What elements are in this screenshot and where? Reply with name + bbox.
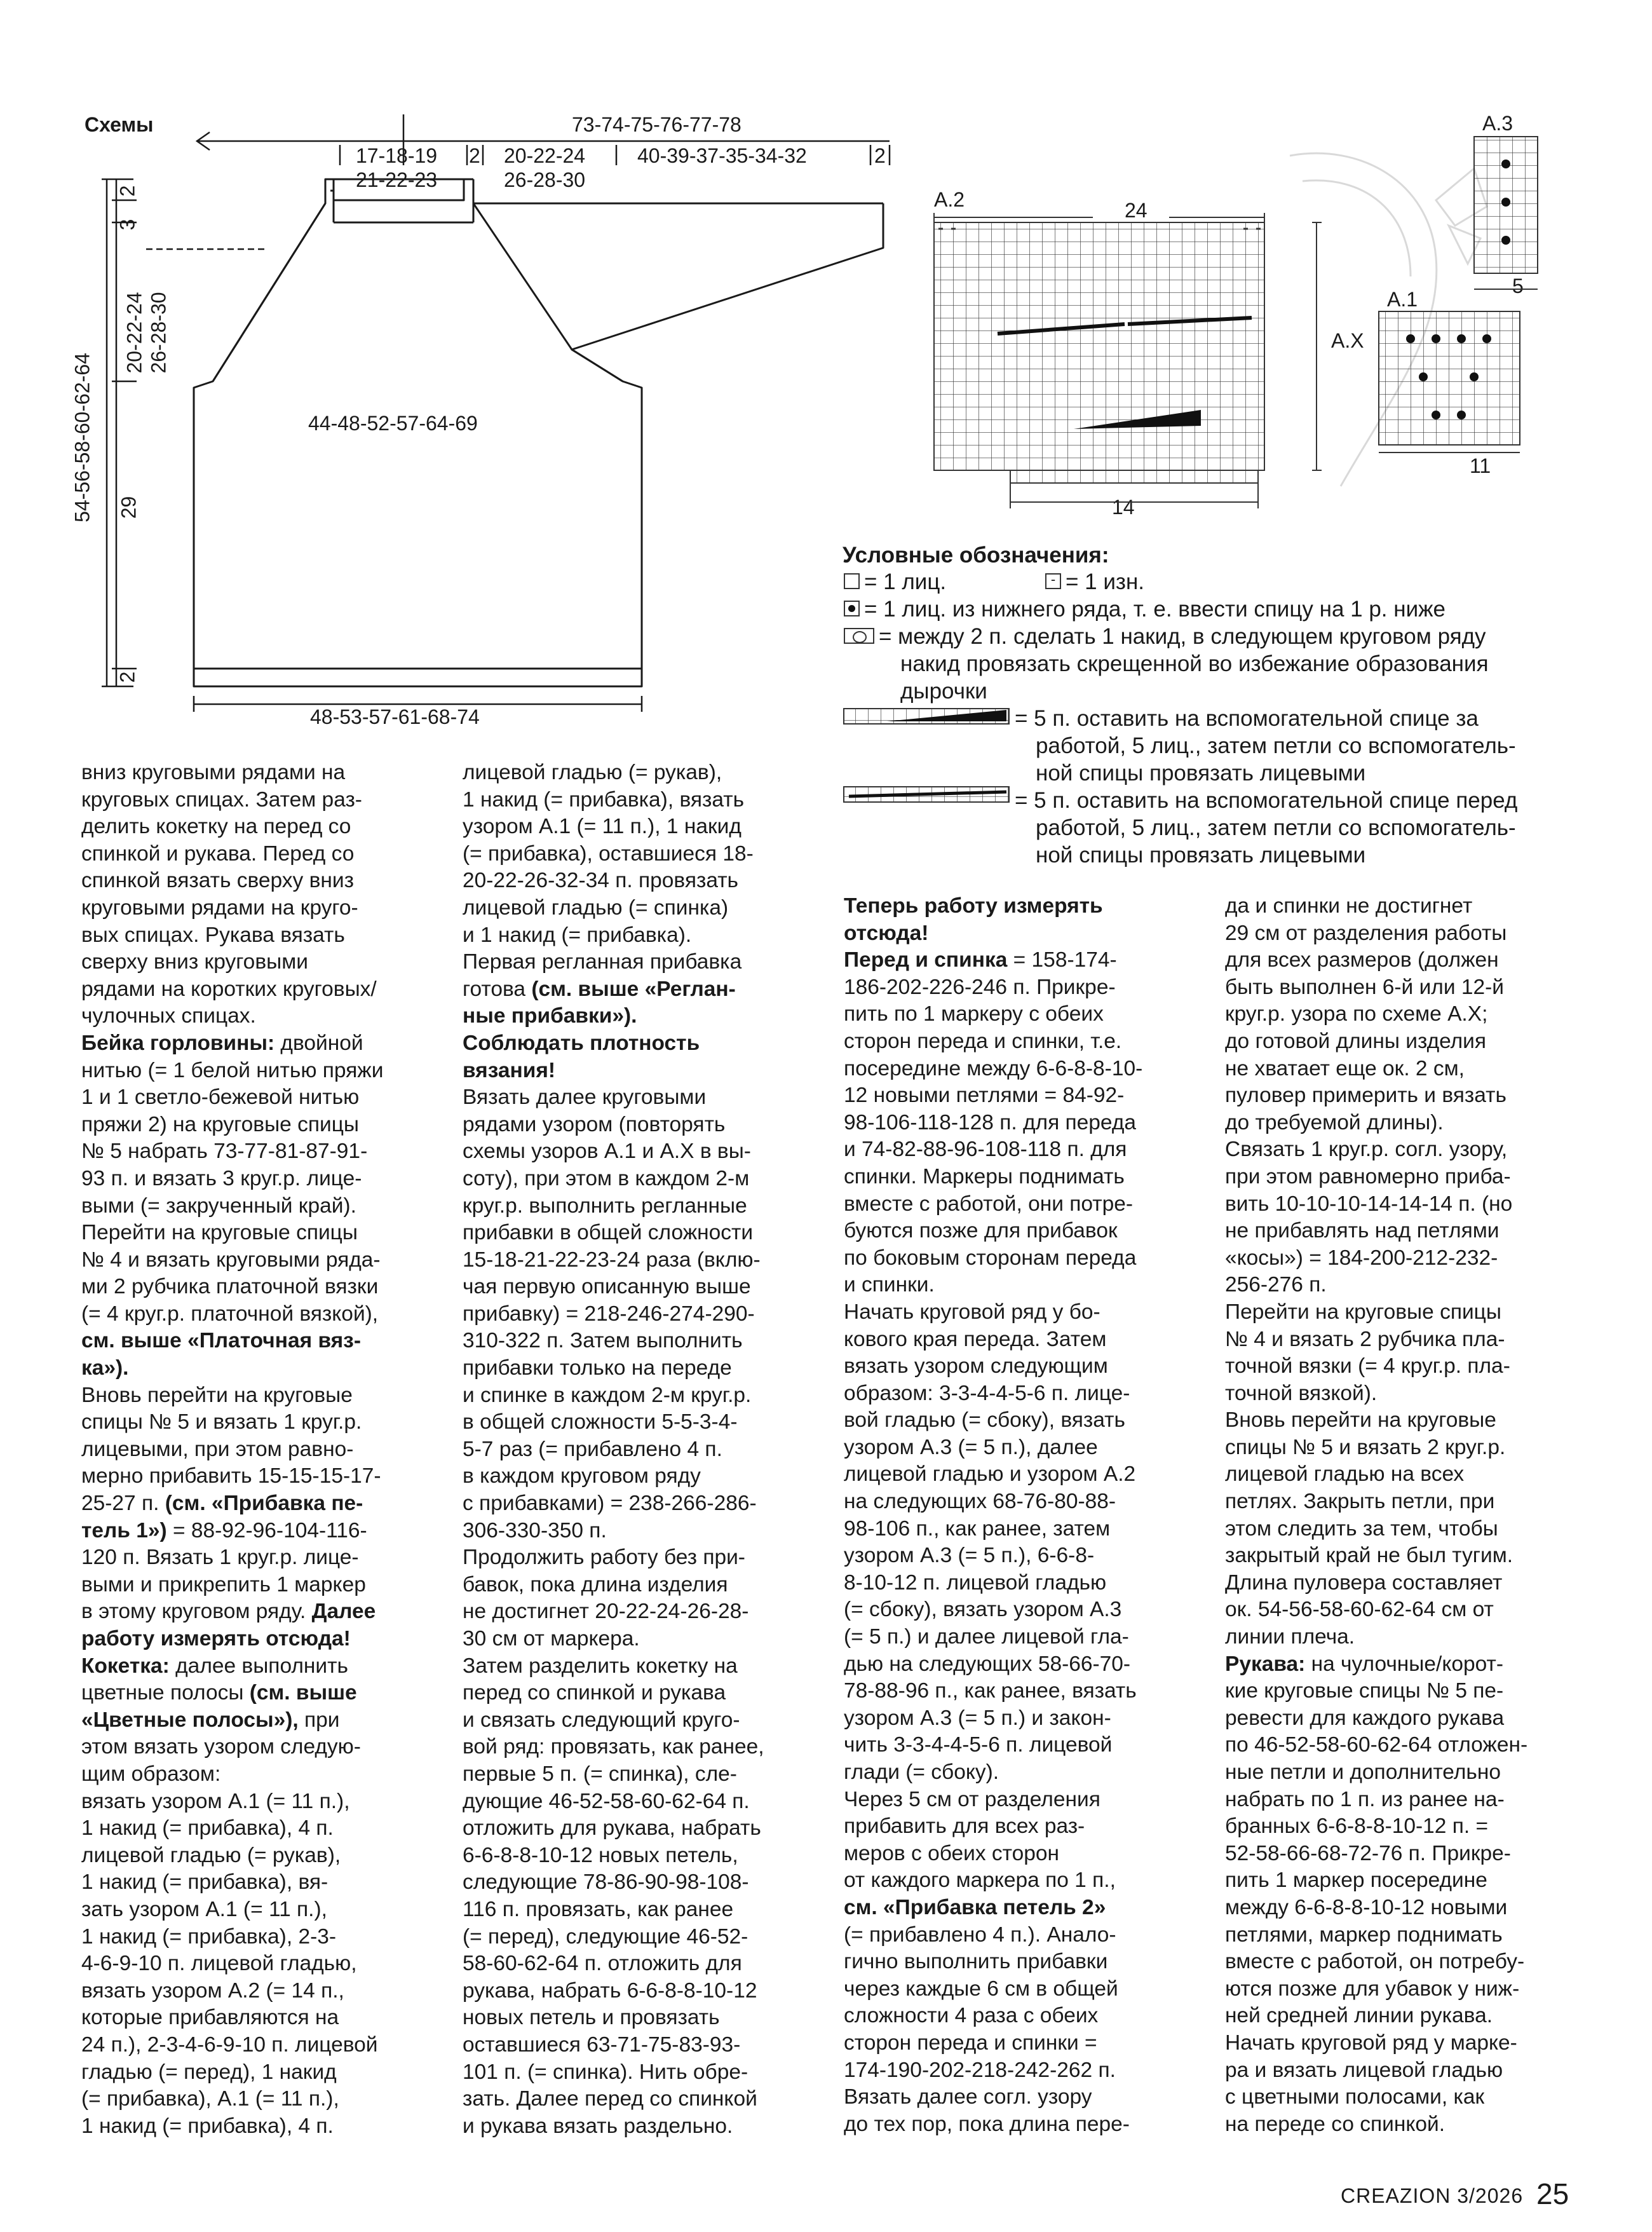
text-line: чулочных спицах. [81, 1004, 256, 1028]
text-line: точной вязкой). [1225, 1381, 1378, 1405]
text-line: набрать по 1 п. из ранее на- [1225, 1787, 1505, 1811]
text-line: сверху вниз круговыми [81, 950, 308, 974]
charts-drawing [0, 0, 1652, 521]
text-line: сторон переда и спинки = [844, 2031, 1097, 2055]
text-line: кие круговые спицы № 5 пе- [1225, 1679, 1504, 1703]
text-line: гладью (= перед), 1 накид [81, 2060, 337, 2084]
text-line: лицевыми, при этом равно- [81, 1437, 354, 1461]
text-line: перед со спинкой и рукава [463, 1681, 726, 1705]
text-line: не прибавлять над петлями [1225, 1219, 1500, 1243]
text-column-1 [81, 759, 383, 2140]
text-line: 24 п.), 2-3-4-6-9-10 п. лицевой [81, 2032, 378, 2057]
text-line: лицевой гладью и узором А.2 [844, 1462, 1136, 1487]
text-line: лицевой гладью на всех [1225, 1462, 1465, 1487]
shoulder-line2: 26-28-30 [504, 168, 586, 191]
text-line: 78-88-96 п., как ранее, вязать [844, 1679, 1137, 1703]
text-line: 4-6-9-10 п. лицевой гладью, [81, 1952, 357, 1976]
text-line: Вязать далее круговыми [463, 1085, 707, 1110]
text-line: 120 п. Вязать 1 круг.р. лице- [81, 1546, 359, 1570]
text-line: прибавить для всех раз- [844, 1814, 1085, 1839]
text-line: бавок, пока длина изделия [463, 1572, 728, 1596]
text-line: оставшиеся 63-71-75-83-93- [463, 2032, 741, 2057]
text-line: зать. Далее перед со спинкой [463, 2087, 757, 2111]
text-line: № 4 и вязать круговыми ряда- [81, 1248, 381, 1272]
chart-a3-grid [1474, 137, 1538, 289]
text-line: лицевой гладью (= рукав), [81, 1843, 341, 1867]
text-line: круговых спицах. Затем раз- [81, 787, 362, 812]
text-line: ка»). [81, 1356, 129, 1380]
text-line: не достигнет 20-22-24-26-28- [463, 1600, 749, 1624]
legend-cable-front-line1: = 5 п. оставить на вспомогательной спице перед [1015, 788, 1518, 813]
text-line: выми (= закрученный край). [81, 1194, 356, 1218]
legend-cable-front-line2: работой, 5 лиц., затем петли со вспомогатель- [1036, 815, 1516, 840]
text-line: лицевой гладью (= рукав), [463, 761, 722, 784]
text-line: ные петли и дополнительно [1225, 1760, 1501, 1784]
legend-title: Условные обозначения: [843, 543, 1109, 568]
text-line: зать узором А.1 (= 11 п.), [81, 1897, 327, 1921]
legend-yo-line3: дырочки [900, 679, 987, 704]
text-line: 25-27 п. (см. «Прибавка пе- [81, 1492, 363, 1516]
text-line: узором А.3 (= 5 п.) и закон- [844, 1706, 1111, 1730]
text-line: между 6-6-8-8-10-12 новыми [1225, 1895, 1508, 1919]
schematic-title: Схемы [85, 113, 154, 136]
neck-drop-dimension: 3 [116, 219, 139, 231]
text-line: (= 5 п.) и далее лицевой гла- [844, 1625, 1129, 1649]
chart-a3-width: 5 [1512, 275, 1524, 297]
text-line: Начать круговой ряд у марке- [1225, 2031, 1517, 2055]
text-column-4 [1225, 893, 1527, 2138]
text-line: Связать 1 круг.р. согл. узору, [1225, 1138, 1508, 1162]
text-line: отложить для рукава, набрать [463, 1816, 761, 1841]
text-line: делить кокетку на перед со [81, 815, 351, 839]
text-line: 116 п. провязать, как ранее [463, 1897, 734, 1921]
text-line: вязания! [463, 1058, 556, 1082]
text-line: 306-330-350 п. [463, 1518, 607, 1542]
text-line: 101 п. (= спинка). Нить обре- [463, 2060, 748, 2084]
text-line: до требуемой длины). [1225, 1110, 1444, 1134]
cuff-dimension: 2 [874, 144, 886, 167]
text-line: 30 см от маркера. [463, 1627, 640, 1650]
text-line: узором А.3 (= 5 п.), далее [844, 1435, 1098, 1459]
legend-purl: = 1 изн. [1066, 569, 1145, 594]
text-line: пряжи 2) на круговые спицы [81, 1112, 359, 1136]
text-line: 186-202-226-246 п. Прикре- [844, 975, 1116, 999]
legend-cable-back-line3: ной спицы провязать лицевыми [1036, 761, 1366, 786]
legend-knit-below: = 1 лиц. из нижнего ряда, т. е. ввести спицу на 1 р. ниже [864, 597, 1446, 622]
text-line: вязать узором следующим [844, 1354, 1108, 1378]
text-line: работу измерять отсюда! [81, 1627, 351, 1650]
text-line: 93 п. и вязать 3 круг.р. лице- [81, 1166, 362, 1190]
text-line: 5-7 раз (= прибавлено 4 п. [463, 1437, 722, 1461]
text-line: и 1 накид (= прибавка). [463, 923, 692, 947]
text-line: нитью (= 1 белой нитью пряжи [81, 1058, 384, 1082]
text-line: спицы № 5 и вязать 1 круг.р. [81, 1410, 362, 1434]
text-line: ок. 54-56-58-60-62-64 см от [1225, 1598, 1494, 1622]
text-line: 12 новыми петлями = 84-92- [844, 1084, 1125, 1108]
text-line: вой ряд: провязать, как ранее, [463, 1735, 764, 1759]
text-line: в каждом круговом ряду [463, 1464, 701, 1488]
hem-width-dimension: 48-53-57-61-68-74 [310, 705, 480, 728]
text-line: на переде со спинкой. [1225, 2112, 1446, 2136]
text-line: круг.р. узора по схеме А.Х; [1225, 1002, 1488, 1026]
cable-symbols-icon [843, 707, 1014, 803]
text-line: 58-60-62-64 п. отложить для [463, 1952, 742, 1976]
text-line: прибавку) = 218-246-274-290- [463, 1302, 755, 1326]
text-line: схемы узоров А.1 и А.X в вы- [463, 1140, 751, 1164]
text-line: 174-190-202-218-242-262 п. [844, 2058, 1116, 2082]
text-line: 29 см от разделения работы [1225, 921, 1507, 945]
legend-cable-front-line3: ной спицы провязать лицевыми [1036, 843, 1366, 868]
sleeve-length-dimension: 40-39-37-35-34-32 [637, 144, 807, 167]
text-line: сложности 4 раза с обеих [844, 2004, 1099, 2028]
text-line: для всех размеров (должен [1225, 948, 1499, 972]
text-line: буются позже для прибавок [844, 1219, 1118, 1243]
text-line: бранных 6-6-8-8-10-12 п. = [1225, 1814, 1489, 1839]
text-line: по боковым сторонам переда [844, 1246, 1137, 1270]
text-line: рукава, набрать 6-6-8-8-10-12 [463, 1978, 757, 2003]
body-height-dimension: 29 [117, 496, 140, 519]
page-number: 25 [1536, 2177, 1569, 2210]
text-line: 1 накид (= прибавка), 4 п. [81, 1816, 334, 1841]
text-line: точной вязки (= 4 круг.р. пла- [1225, 1354, 1510, 1378]
text-line: Вновь перейти на круговые [81, 1383, 353, 1407]
text-line: цветные полосы (см. выше [81, 1681, 357, 1705]
magazine-issue: CREAZION 3/2026 [1341, 2184, 1524, 2207]
text-line: (= прибавлено 4 п.). Анало- [844, 1922, 1116, 1947]
text-line: 1 накид (= прибавка), вя- [81, 1870, 328, 1895]
text-line: Первая регланная прибавка [463, 950, 742, 974]
text-line: пуловер примерить и вязать [1225, 1084, 1506, 1108]
text-line: 8-10-12 п. лицевой гладью [844, 1570, 1107, 1595]
text-line: вязать узором А.2 (= 14 п., [81, 1978, 344, 2003]
text-line: круговыми рядами на круго- [81, 895, 358, 920]
text-line: № 4 и вязать 2 рубчика пла- [1225, 1327, 1505, 1351]
text-line: следующие 78-86-90-98-108- [463, 1870, 749, 1895]
text-line: спицы № 5 и вязать 2 круг.р. [1225, 1435, 1506, 1459]
text-line: Теперь работу измерять [844, 894, 1103, 918]
text-line: этом следить за тем, чтобы [1225, 1516, 1498, 1541]
text-line: и рукава вязать раздельно. [463, 2114, 733, 2138]
text-line: ревести для каждого рукава [1225, 1706, 1505, 1730]
legend-knit: = 1 лиц. [864, 569, 947, 594]
text-line: см. «Прибавка петель 2» [844, 1895, 1106, 1919]
text-line: рядами на коротких круговых/ [81, 977, 377, 1001]
text-column-3 [844, 893, 1142, 2138]
text-line: вить 10-10-10-14-14-14 п. (но [1225, 1192, 1513, 1216]
text-line: и 74-82-88-96-108-118 п. для [844, 1138, 1127, 1162]
text-line: и связать следующий круго- [463, 1708, 740, 1732]
text-line: спинки. Маркеры поднимать [844, 1164, 1125, 1188]
text-line: первые 5 п. (= спинка), сле- [463, 1762, 737, 1786]
text-line: Кокетка: далее выполнить [81, 1654, 348, 1678]
neck-width-line2: 21-22-23 [356, 168, 438, 191]
neck-edge-dimension: 2 [116, 185, 139, 197]
yarn-over-icon [844, 628, 874, 644]
text-line: пить по 1 маркеру с обеих [844, 1002, 1104, 1026]
text-line: вой гладью (= сбоку), вязать [844, 1408, 1125, 1432]
top-width-dimension: 73-74-75-76-77-78 [572, 113, 741, 136]
knit-below-dot-icon [844, 601, 860, 616]
text-line: готова (см. выше «Реглан- [463, 977, 736, 1001]
text-line: по 46-52-58-60-62-64 отложен- [1225, 1733, 1528, 1757]
text-line: гично выполнить прибавки [844, 1950, 1108, 1974]
text-line: вниз круговыми рядами на [81, 761, 346, 784]
text-line: от каждого маркера по 1 п., [844, 1868, 1116, 1893]
text-line: быть выполнен 6-й или 12-й [1225, 975, 1504, 999]
chart-a3-label: A.3 [1482, 112, 1513, 135]
text-line: в общей сложности 5-5-3-4- [463, 1410, 738, 1434]
text-line: образом: 3-3-4-4-5-6 п. лице- [844, 1381, 1130, 1405]
neck-side-dimension: 2 [469, 144, 480, 167]
text-line: кового края переда. Затем [844, 1327, 1107, 1351]
text-line: вместе с работой, они потре- [844, 1192, 1134, 1216]
text-line: линии плеча. [1225, 1625, 1355, 1649]
text-line: глади (= сбоку). [844, 1760, 999, 1784]
text-line: Продолжить работу без при- [463, 1546, 745, 1570]
text-line: в этому круговом ряду. Далее [81, 1600, 376, 1624]
text-line: при этом равномерно приба- [1225, 1164, 1511, 1188]
text-line: ные прибавки»). [463, 1004, 637, 1028]
text-line: Перейти на круговые спицы [1225, 1300, 1501, 1324]
text-line: Вновь перейти на круговые [1225, 1408, 1496, 1432]
total-height-dimension: 54-56-58-60-62-64 [71, 353, 94, 522]
chest-width-dimension: 44-48-52-57-64-69 [308, 412, 478, 435]
text-line: которые прибавляются на [81, 2006, 339, 2030]
text-line: 310-322 п. Затем выполнить [463, 1329, 743, 1353]
shoulder-line1: 20-22-24 [504, 144, 586, 167]
text-line: выми и прикрепить 1 маркер [81, 1572, 366, 1596]
text-line: вязать узором А.1 (= 11 п.), [81, 1789, 350, 1813]
yoke-height-line1: 20-22-24 [123, 292, 146, 374]
text-line: узором А.1 (= 11 п.), 1 накид [463, 815, 741, 839]
hem-edge-dimension: 2 [116, 671, 139, 683]
chart-a1-width: 11 [1470, 454, 1491, 477]
text-line: щим образом: [81, 1762, 221, 1786]
text-line: Затем разделить кокетку на [463, 1654, 738, 1678]
text-line: 1 накид (= прибавка), 4 п. [81, 2114, 334, 2138]
text-line: вых спицах. Рукава вязать [81, 923, 345, 947]
text-line: Бейка горловины: двойной [81, 1031, 363, 1055]
text-line: (= 4 круг.р. платочной вязкой), [81, 1302, 379, 1326]
legend-yo-line1: = между 2 п. сделать 1 накид, в следующем круговом ряду [879, 624, 1486, 649]
yoke-height-line2: 26-28-30 [147, 292, 170, 374]
text-line: через каждые 6 см в общей [844, 1977, 1118, 2001]
text-line: меров с обеих сторон [844, 1841, 1060, 1865]
text-line: Начать круговой ряд у бо- [844, 1300, 1100, 1324]
text-line: с цветными полосами, как [1225, 2085, 1485, 2109]
text-line: Перейти на круговые спицы [81, 1221, 358, 1245]
chart-bottom-width: 14 [1112, 496, 1135, 519]
text-line: петлями, маркер поднимать [1225, 1922, 1503, 1947]
text-line: да и спинки не достигнет [1225, 894, 1473, 918]
text-line: 1 накид (= прибавка), вязать [463, 787, 745, 812]
text-line: петлях. Закрыть петли, при [1225, 1490, 1495, 1514]
text-line: чить 3-3-4-4-5-6 п. лицевой [844, 1733, 1113, 1757]
text-line: до тех пор, пока длина пере- [844, 2112, 1130, 2136]
text-line: ра и вязать лицевой гладью [1225, 2058, 1503, 2082]
legend-yo-line2: накид провязать скрещенной во избежание образования [900, 651, 1489, 676]
text-line: прибавки в общей сложности [463, 1221, 754, 1245]
text-line: дью на следующих 58-66-70- [844, 1652, 1131, 1676]
text-line: узором А.3 (= 5 п.), 6-6-8- [844, 1544, 1095, 1568]
text-line: Через 5 см от разделения [844, 1787, 1100, 1811]
legend-cable-back-line2: работой, 5 лиц., затем петли со вспомогатель- [1036, 733, 1516, 758]
text-line: рядами узором (повторять [463, 1112, 726, 1136]
text-line: 20-22-26-32-34 п. провязать [463, 869, 739, 893]
text-line: 1 накид (= прибавка), 2-3- [81, 1924, 337, 1949]
text-line: № 5 набрать 73-77-81-87-91- [81, 1140, 368, 1164]
text-line: лицевой гладью (= спинка) [463, 895, 729, 920]
text-line: спинкой и рукава. Перед со [81, 841, 355, 866]
text-line: ми 2 рубчика платочной вязки [81, 1275, 379, 1299]
text-line: и спинки. [844, 1273, 935, 1297]
text-line: прибавки только на переде [463, 1356, 732, 1380]
text-line: Соблюдать плотность [463, 1031, 700, 1055]
text-line: этом вязать узором следую- [81, 1735, 361, 1759]
text-line: новых петель и провязать [463, 2006, 720, 2030]
chart-a2-label: A.2 [934, 188, 965, 211]
chart-a2-grid [934, 213, 1322, 508]
text-line: мерно прибавить 15-15-15-17- [81, 1464, 381, 1488]
text-line: 256-276 п. [1225, 1273, 1327, 1297]
text-line: пить 1 маркер посередине [1225, 1868, 1487, 1893]
text-line: отсюда! [844, 921, 929, 945]
text-line: Вязать далее согл. узору [844, 2085, 1092, 2109]
text-line: до готовой длины изделия [1225, 1029, 1487, 1053]
chart-a1-label: A.1 [1387, 288, 1418, 311]
text-line: 98-106-118-128 п. для переда [844, 1110, 1137, 1134]
text-line: 52-58-66-68-72-76 п. Прикре- [1225, 1841, 1511, 1865]
text-line: не хватает еще ок. 2 см, [1225, 1056, 1465, 1080]
text-line: 1 и 1 светло-бежевой нитью [81, 1085, 360, 1110]
text-line: 98-106 п., как ранее, затем [844, 1516, 1111, 1541]
text-line: (= прибавка), А.1 (= 11 п.), [81, 2087, 339, 2111]
text-line: вместе с работой, он потребу- [1225, 1950, 1525, 1974]
text-line: (= сбоку), вязать узором А.3 [844, 1598, 1122, 1622]
text-line: с прибавками) = 238-266-286- [463, 1492, 757, 1516]
text-line: и спинке в каждом 2-м круг.р. [463, 1383, 752, 1407]
text-line: «косы») = 184-200-212-232- [1225, 1246, 1498, 1270]
text-line: «Цветные полосы»), при [81, 1708, 340, 1732]
legend-cable-back-line1: = 5 п. оставить на вспомогательной спице за [1015, 706, 1479, 731]
text-line: спинкой вязать сверху вниз [81, 869, 354, 893]
neck-width-line1: 17-18-19 [356, 144, 438, 167]
text-line: на следующих 68-76-80-88- [844, 1490, 1116, 1514]
knit-square-icon [844, 573, 860, 589]
text-column-2 [463, 759, 764, 2140]
text-line: сторон переда и спинки, т.е. [844, 1029, 1122, 1053]
text-line: ней средней линии рукава. [1225, 2004, 1493, 2028]
text-line: 6-6-8-8-10-12 новых петель, [463, 1843, 738, 1867]
chart-ax-label: A.X [1331, 329, 1364, 352]
text-line: Длина пуловера составляет [1225, 1570, 1503, 1595]
text-line: Рукава: на чулочные/корот- [1225, 1652, 1504, 1676]
chart-a1-grid [1379, 311, 1520, 453]
text-line: круг.р. выполнить регланные [463, 1194, 747, 1218]
text-line: ются позже для убавок у ниж- [1225, 1977, 1520, 2001]
text-line: Перед и спинка = 158-174- [844, 948, 1117, 972]
text-line: чая первую описанную выше [463, 1275, 751, 1299]
text-line: посередине между 6-6-8-8-10- [844, 1056, 1143, 1080]
text-line: закрытый край не был тугим. [1225, 1544, 1513, 1568]
text-line: 15-18-21-22-23-24 раза (вклю- [463, 1248, 761, 1272]
text-line: тель 1») = 88-92-96-104-116- [81, 1518, 367, 1542]
text-line: дующие 46-52-58-60-62-64 п. [463, 1789, 750, 1813]
purl-square-icon: - [1045, 573, 1061, 589]
chart-a2-width: 24 [1125, 199, 1148, 222]
text-line: (= прибавка), оставшиеся 18- [463, 841, 754, 866]
text-line: см. выше «Платочная вяз- [81, 1329, 361, 1353]
text-line: (= перед), следующие 46-52- [463, 1924, 748, 1949]
text-line: соту), при этом в каждом 2-м [463, 1166, 750, 1190]
